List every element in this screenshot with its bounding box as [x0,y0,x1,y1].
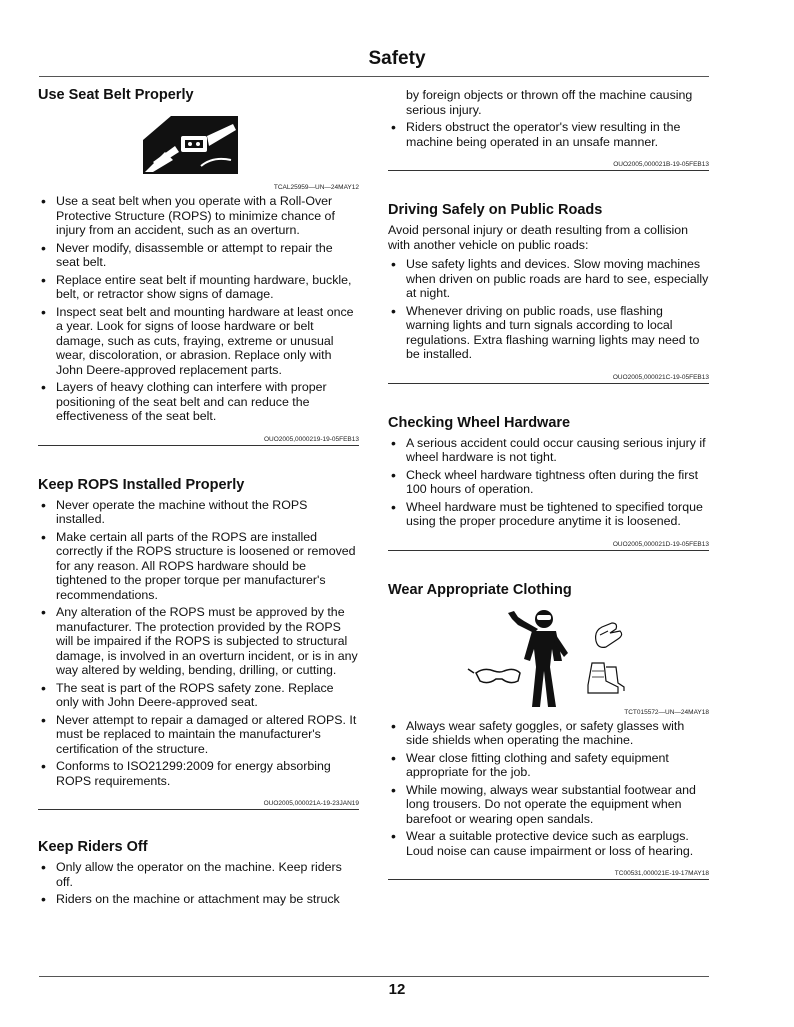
public-roads-reference: OUO2005,000021C-19-05FEB13 [388,374,709,384]
list-item: • Whenever driving on public roads, use flashing warning lights and turn signals according to local regulations. Extra flashing warning lights may need to be installed. [388,304,709,362]
rops-list [38,498,359,789]
riders-heading: Keep Riders Off [38,839,148,855]
list-item: • Wheel hardware must be tightened to specified torque using the proper procedure anytime it is loosened. [388,500,709,529]
person-icon [508,610,568,707]
list-item: • Wear close fitting clothing and safety equipment appropriate for the job. [388,751,709,780]
boots-icon [588,663,624,693]
list-item: • A serious accident could occur causing serious injury if wheel hardware is not tight. [388,436,709,465]
list-item: • Layers of heavy clothing can interfere with proper positioning of the seat belt and can reduce the effectiveness of the seat belt. [38,380,359,424]
list-item: • Never operate the machine without the ROPS installed. [38,498,359,527]
list-item: • Use safety lights and devices. Slow moving machines when driven on public roads are hard to see, especially at night. [388,257,709,301]
list-item: • The seat is part of the ROPS safety zone. Replace only with John Deere-approved seat. [38,681,359,710]
public-roads-heading: Driving Safely on Public Roads [388,202,603,218]
page-number: 12 [388,981,406,998]
list-item: • Inspect seat belt and mounting hardware at least once a year. Look for signs of loose hardware or belt damage, such as cuts, fraying, extreme or unusual wear, discoloration, or abrasion. Replace only with John Deere-approved replacement parts. [38,305,359,378]
list-item-continued: by foreign objects or thrown off the machine causing serious injury. [406,88,693,117]
list-item: • Replace entire seat belt if mounting hardware, buckle, belt, or retractor show signs of damage. [38,273,359,302]
rops-section [38,476,359,811]
clothing-figure-caption: TCT015572—UN—24MAY18 [624,708,709,716]
riders-continued-list [388,88,709,149]
list-item: • Never attempt to repair a damaged or altered ROPS. It must be replaced to maintain the manufacturer's certification of the structure. [38,713,359,757]
public-roads-intro: Avoid personal injury or death resulting from a collision with another vehicle on public roads: [388,223,689,252]
seat-belt-list [38,194,359,424]
clothing-reference: TC00531,000021E-19-17MAY18 [388,870,709,880]
riders-continued-section [388,88,709,171]
riders-list [38,860,359,907]
gloves-icon [596,623,622,647]
right-column [388,88,709,880]
list-item: • While mowing, always wear substantial footwear and long trousers. Do not operate the equipment when barefoot or wearing open sandals. [388,783,709,827]
safety-glasses-icon [468,669,520,683]
clothing-list [388,719,709,859]
wheel-hardware-heading: Checking Wheel Hardware [388,414,571,431]
seat-belt-heading: Use Seat Belt Properly [38,87,194,103]
wheel-hardware-list [388,436,709,529]
riders-section [38,838,359,907]
list-item: • Only allow the operator on the machine. Keep riders off. [38,860,359,889]
list-item: • Any alteration of the ROPS must be approved by the manufacturer. The protection provided by the ROPS will be impaired if the ROPS is subjected to structural damage, is involved in an overturn incident, or is in any way altered by welding, bending, drilling, or cutting. [38,605,359,678]
wheel-hardware-reference: OUO2005,000021D-19-05FEB13 [388,541,709,551]
list-item: • Always wear safety goggles, or safety glasses with side shields when operating the machine. [388,719,709,748]
clothing-section [388,581,709,881]
rops-reference: OUO2005,000021A-19-23JAN19 [38,800,359,810]
clothing-figure [388,603,709,707]
public-roads-section [388,201,709,384]
list-item: • Wear a suitable protective device such as earplugs. Loud noise can cause impairment or loss of hearing. [388,829,709,858]
seat-belt-illustration [38,108,359,182]
seat-belt-figure-caption: TCAL25959—UN—24MAY12 [273,184,359,191]
list-item: • Riders on the machine or attachment may be struck [38,892,359,907]
wheel-hardware-section [388,414,709,551]
list-item: • Riders obstruct the operator's view resulting in the machine being operated in an unsafe manner. [388,120,709,149]
rops-heading: Keep ROPS Installed Properly [38,476,245,493]
header-rule [39,76,709,77]
list-item: • Use a seat belt when you operate with a Roll-Over Protective Structure (ROPS) to minimize chance of injury from an accident, such as an overturn. [38,194,359,238]
public-roads-list [388,257,709,362]
page-title: Safety [368,48,426,69]
left-column [38,86,359,910]
clothing-heading: Wear Appropriate Clothing [388,581,572,598]
list-item: • Make certain all parts of the ROPS are installed correctly if the ROPS structure is loosened or removed for any reason. All ROPS hardware should be tightened to the proper torque per manufacturer's recommendations. [38,530,359,603]
seat-belt-section [38,86,359,446]
list-item: • Conforms to ISO21299:2009 for energy absorbing ROPS requirements. [38,759,359,788]
protective-clothing-illustration [388,603,709,707]
list-item: • Never modify, disassemble or attempt to repair the seat belt. [38,241,359,270]
list-item: • Check wheel hardware tightness often during the first 100 hours of operation. [388,468,709,497]
riders-reference: OUO2005,000021B-19-05FEB13 [388,161,709,171]
seat-belt-reference: OUO2005,0000219-19-05FEB13 [38,436,359,446]
seat-belt-figure [38,108,359,182]
footer-rule [39,976,709,977]
